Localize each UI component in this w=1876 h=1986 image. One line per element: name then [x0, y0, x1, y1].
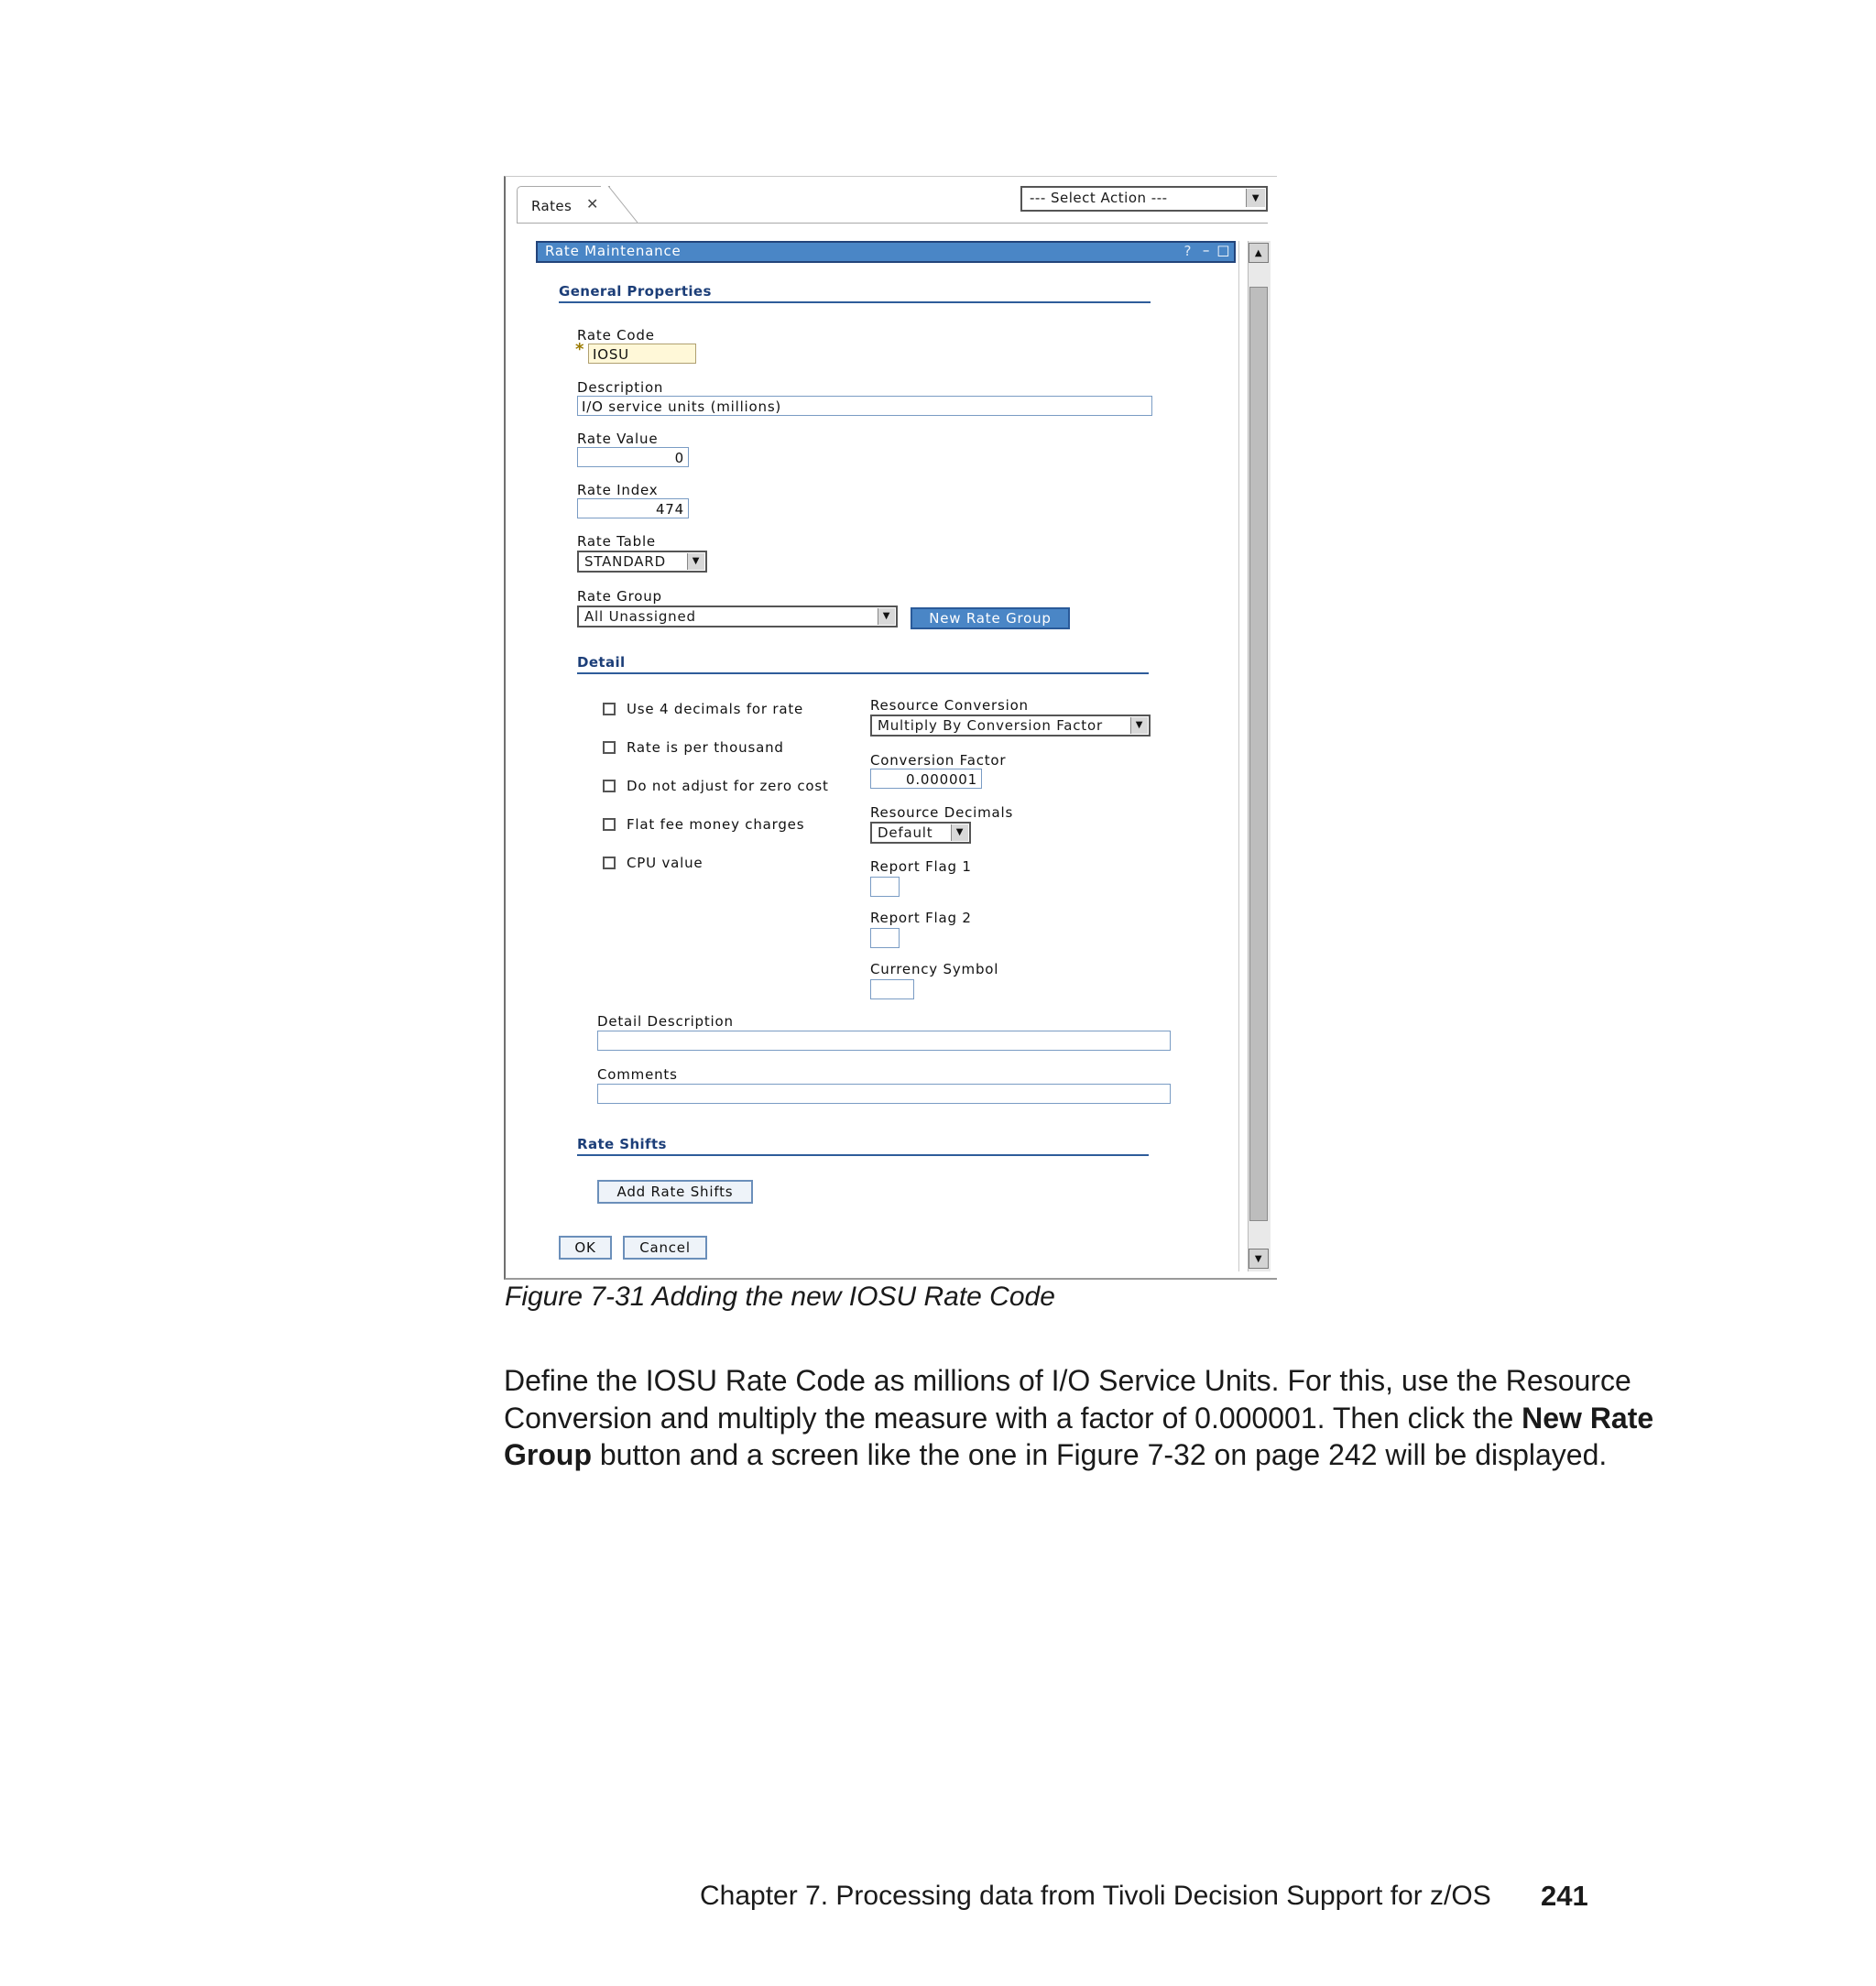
- currency-symbol-label: Currency Symbol: [870, 961, 999, 977]
- required-marker: *: [575, 340, 585, 359]
- description-label: Description: [577, 379, 664, 396]
- maximize-icon[interactable]: □: [1216, 242, 1230, 258]
- resource-conversion-value: Multiply By Conversion Factor: [878, 717, 1103, 734]
- rate-table-label: Rate Table: [577, 533, 656, 550]
- checkbox-no-adjust-zero-cost[interactable]: [603, 780, 616, 792]
- paragraph-text-after: button and a screen like the one in Figure 7-32 on page 242 will be displayed.: [591, 1438, 1608, 1471]
- checkbox-cpu-value-label: CPU value: [627, 855, 704, 871]
- tab-bar-divider: [517, 223, 1268, 224]
- report-flag-1-label: Report Flag 1: [870, 858, 972, 875]
- page-footer: Chapter 7. Processing data from Tivoli Decision Support for z/OS: [700, 1881, 1491, 1911]
- chevron-down-icon[interactable]: ▼: [951, 824, 968, 841]
- checkbox-use-4-decimals[interactable]: [603, 703, 616, 715]
- portlet-title-bar: [536, 241, 1236, 263]
- checkbox-flat-fee[interactable]: [603, 818, 616, 831]
- checkbox-cpu-value[interactable]: [603, 857, 616, 869]
- detail-heading: Detail: [577, 654, 626, 671]
- add-rate-shifts-button[interactable]: Add Rate Shifts: [597, 1180, 753, 1204]
- scrollbar-thumb[interactable]: [1249, 287, 1268, 1221]
- general-properties-rule: [559, 301, 1151, 303]
- currency-symbol-input[interactable]: [870, 979, 914, 999]
- description-input[interactable]: I/O service units (millions): [577, 396, 1152, 416]
- rate-value-input[interactable]: 0: [577, 447, 689, 467]
- minimize-icon[interactable]: –: [1202, 242, 1210, 258]
- checkbox-flat-fee-label: Flat fee money charges: [627, 816, 805, 833]
- resource-conversion-label: Resource Conversion: [870, 697, 1029, 714]
- rate-table-select[interactable]: [577, 551, 707, 573]
- comments-input[interactable]: [597, 1084, 1171, 1104]
- tab-rates-label: Rates: [531, 198, 573, 214]
- paragraph-bold-term: New Rate Group: [504, 1401, 1654, 1471]
- rate-table-value: STANDARD: [584, 553, 666, 570]
- report-flag-2-label: Report Flag 2: [870, 910, 972, 926]
- rate-group-label: Rate Group: [577, 588, 662, 605]
- report-flag-2-input[interactable]: [870, 928, 900, 948]
- figure-caption: Figure 7-31 Adding the new IOSU Rate Code: [505, 1282, 1055, 1312]
- detail-rule: [577, 672, 1149, 674]
- page-number: 241: [1541, 1880, 1588, 1912]
- rate-maintenance-screenshot: [504, 176, 1277, 1280]
- scroll-up-icon[interactable]: ▲: [1249, 243, 1269, 263]
- chevron-down-icon[interactable]: ▼: [1130, 717, 1148, 734]
- body-paragraph: [504, 1362, 1695, 1474]
- rate-index-label: Rate Index: [577, 482, 659, 498]
- checkbox-rate-per-thousand-label: Rate is per thousand: [627, 739, 784, 756]
- resource-decimals-label: Resource Decimals: [870, 804, 1014, 821]
- detail-description-input[interactable]: [597, 1031, 1171, 1051]
- report-flag-1-input[interactable]: [870, 877, 900, 897]
- paragraph-text-before: Define the IOSU Rate Code as millions of I/O Service Units. For this, use the Resource Conversion and multiply the measure with a factor of 0.000001. Then click the: [504, 1364, 1631, 1435]
- rate-shifts-rule: [577, 1154, 1149, 1156]
- detail-description-label: Detail Description: [597, 1013, 734, 1030]
- tab-slant-edge: [601, 186, 638, 223]
- rate-code-label: Rate Code: [577, 327, 655, 344]
- ok-button[interactable]: OK: [559, 1236, 612, 1260]
- select-action-value: --- Select Action ---: [1030, 190, 1168, 206]
- scroll-down-icon[interactable]: ▼: [1249, 1249, 1269, 1269]
- tab-close-icon[interactable]: ✕: [586, 195, 600, 213]
- resource-conversion-select[interactable]: [870, 715, 1151, 737]
- help-icon[interactable]: ?: [1183, 243, 1192, 259]
- chevron-down-icon[interactable]: ▼: [878, 608, 895, 625]
- general-properties-heading: General Properties: [559, 283, 712, 300]
- chevron-down-icon[interactable]: ▼: [1246, 189, 1265, 207]
- rate-group-select[interactable]: [577, 606, 898, 627]
- resource-decimals-value: Default: [878, 824, 933, 841]
- conversion-factor-input[interactable]: 0.000001: [870, 769, 982, 789]
- conversion-factor-label: Conversion Factor: [870, 752, 1007, 769]
- portlet-title: Rate Maintenance: [545, 243, 682, 259]
- resource-decimals-select[interactable]: [870, 822, 971, 844]
- checkbox-use-4-decimals-label: Use 4 decimals for rate: [627, 701, 804, 717]
- new-rate-group-button[interactable]: New Rate Group: [911, 607, 1070, 629]
- cancel-button[interactable]: Cancel: [623, 1236, 707, 1260]
- select-action-dropdown[interactable]: [1020, 186, 1268, 212]
- rate-index-input[interactable]: 474: [577, 498, 689, 518]
- chevron-down-icon[interactable]: ▼: [687, 553, 704, 570]
- checkbox-no-adjust-zero-cost-label: Do not adjust for zero cost: [627, 778, 829, 794]
- rate-group-value: All Unassigned: [584, 608, 696, 625]
- content-edge: [1238, 241, 1239, 1271]
- comments-label: Comments: [597, 1066, 678, 1083]
- rate-code-input[interactable]: IOSU: [588, 344, 696, 364]
- rate-shifts-heading: Rate Shifts: [577, 1136, 667, 1152]
- checkbox-rate-per-thousand[interactable]: [603, 741, 616, 754]
- rate-value-label: Rate Value: [577, 431, 659, 447]
